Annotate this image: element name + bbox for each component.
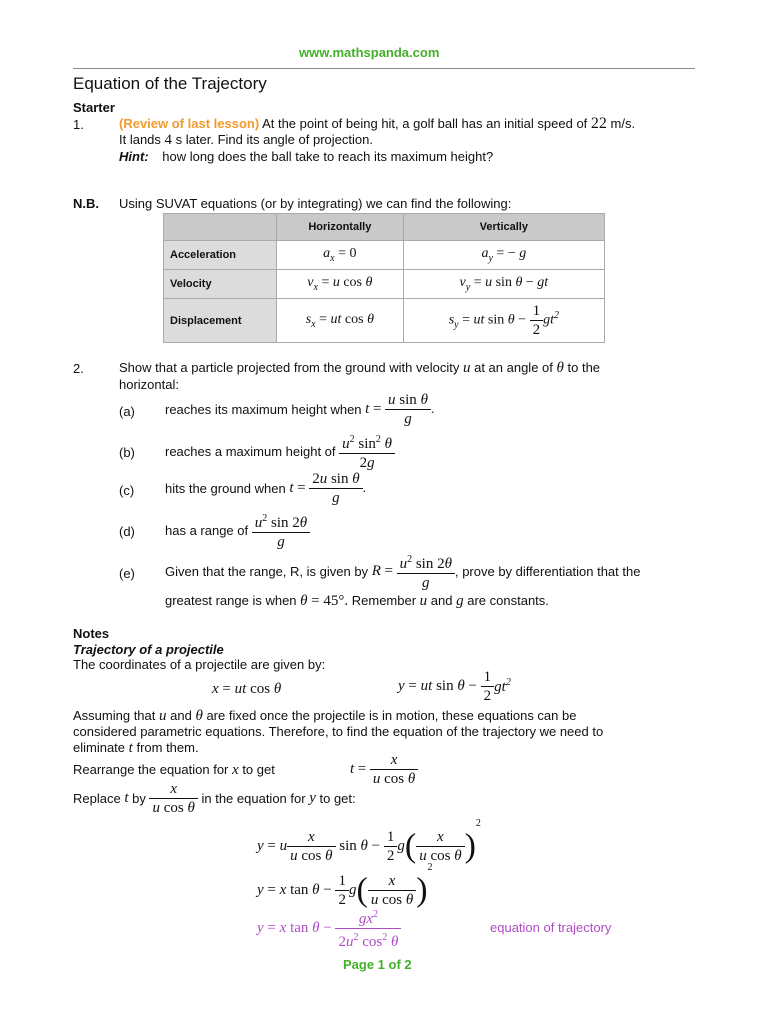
cell-vy: $v_y = u$ sin θ − gt <box>403 270 604 299</box>
part-a-text: reaches its maximum height when t = $\frac{\text{u sin θ}}{g}$ . <box>165 392 435 427</box>
q2-intro-text-c: to the <box>567 360 601 375</box>
part-c-text: hits the ground when t = $\frac{\text{2u sin θ}}{g}$ . <box>165 471 367 506</box>
q2-intro-line2: horizontal: <box>119 377 179 392</box>
rearrange-line: Rearrange the equation for x to get <box>73 762 275 778</box>
part-c-formula: $\frac{\text{2u sin θ}}{g}$ <box>309 470 362 507</box>
page-title: Equation of the Trajectory <box>73 74 267 93</box>
derivation-step2: y = x tan θ − $\frac{1}{2}$ g( $\frac{x}{\text{u cos θ}}$ )$^2$ <box>257 862 433 909</box>
notes-coords: The coordinates of a projectile are given by: <box>73 657 326 672</box>
table-header-horizontal: Horizontally <box>277 214 404 241</box>
part-a-formula: $\frac{\text{u sin θ}}{g}$ <box>385 391 431 428</box>
eq-t-rearranged: t = $\frac{x}{\text{u cos θ}}$ <box>350 751 418 788</box>
hint-label: Hint: <box>119 149 149 164</box>
part-e-line2c: and <box>430 593 453 608</box>
cell-vx: $v_x = u$ cos θ <box>277 270 404 299</box>
part-a-body: reaches its maximum height when <box>165 402 362 417</box>
part-d-body: has a range of <box>165 523 249 538</box>
suvat-table <box>163 213 605 343</box>
part-e-body: Given that the range, R, is given by <box>165 564 369 579</box>
notes-para1: Assuming that u and θ are fixed once the projectile is in motion, these equations can be <box>73 708 577 724</box>
part-d-label: (d) <box>119 524 135 539</box>
q1-text: At the point of being hit, a golf ball has an initial speed of <box>262 116 588 131</box>
page-number: Page 1 of 2 <box>343 957 412 972</box>
q1-line2 <box>119 132 373 149</box>
site-link[interactable]: www.mathspanda.com <box>299 45 440 60</box>
part-e-line2: greatest range is when θ = 45°. Remember u and g are constants. <box>165 593 549 609</box>
part-a-label: (a) <box>119 404 135 419</box>
part-c-label: (c) <box>119 483 135 498</box>
part-b-formula: $\frac{u^2 \sin^2 \theta}{2g}$ <box>339 431 395 472</box>
cell-sy: $s_y$ = ut sin θ − $\frac{1}{2}$ $gt^2$ <box>403 299 604 343</box>
q1-unit: m/s. <box>610 116 636 131</box>
part-b-text <box>165 431 395 472</box>
part-e-formula: $\frac{u^2 \sin 2\theta}{g}$ <box>397 551 455 592</box>
trajectory-label: equation of trajectory <box>490 920 612 935</box>
part-e-line1: Given that the range, R, is given by R = $\frac{u^2 \sin 2\theta}{g}$ , prove by differentiation that the <box>165 551 640 592</box>
eq-x-param: x = ut cos θ <box>212 681 282 697</box>
cell-sx: $s_x$ = ut cos θ <box>277 299 404 343</box>
notes-para3: eliminate t from them. <box>73 740 199 756</box>
derivation-step1: y = u $\frac{x}{\text{u cos θ}}$ sin θ − $\frac{1}{2}$ g( $\frac{x}{\text{u cos θ}}$ )$^2$ <box>257 818 481 865</box>
notes-subheading: Trajectory of a projectile <box>73 642 224 657</box>
q1-line1 <box>119 115 635 133</box>
derivation-step3-trajectory: y = x tan θ − $\frac{gx^2}{2u^2 \cos^2 \theta}$ <box>257 906 401 951</box>
row-label-displacement: Displacement <box>164 299 277 343</box>
part-b-label: (b) <box>119 445 135 460</box>
header-divider <box>73 68 695 69</box>
row-label-acceleration: Acceleration <box>164 241 277 270</box>
part-e-label: (e) <box>119 566 135 581</box>
part-d-formula: $\frac{u^2 \sin 2\theta}{g}$ <box>252 510 310 551</box>
starter-heading: Starter <box>73 100 115 115</box>
cell-ay: $a_y$ = − g <box>403 241 604 270</box>
q1-hint <box>119 149 493 164</box>
q2-intro-text-b: at an angle of <box>474 360 553 375</box>
q2-intro-text: Show that a particle projected from the ground with velocity <box>119 360 460 375</box>
notes-heading: Notes <box>73 626 110 641</box>
part-d-text <box>165 510 310 551</box>
replace-line: Replace t by $\frac{x}{\text{u cos θ}}$ in the equation for y to get: <box>73 781 356 816</box>
eq-y-param: y = ut sin θ − $\frac{1}{2}$ $gt^2$ <box>398 669 511 704</box>
review-tag: (Review of last lesson) <box>119 116 260 131</box>
table-header-vertical: Vertically <box>403 214 604 241</box>
part-b-body: reaches a maximum height of <box>165 444 336 459</box>
nb-text: Using SUVAT equations (or by integrating) we can find the following: <box>119 196 512 211</box>
q1-speed: 22 <box>590 115 607 132</box>
part-e-line2b: Remember <box>351 593 417 608</box>
q2-number: 2. <box>73 361 84 376</box>
part-c-body: hits the ground when <box>165 481 286 496</box>
q2-intro-line1: Show that a particle projected from the ground with velocity u at an angle of θ to the <box>119 360 601 376</box>
part-e-line2a: greatest range is when <box>165 593 297 608</box>
q1-time: 4 <box>164 132 173 148</box>
part-e-line2d: are constants. <box>467 593 549 608</box>
nb-label: N.B. <box>73 196 99 211</box>
row-label-velocity: Velocity <box>164 270 277 299</box>
notes-para2: considered parametric equations. Therefore, to find the equation of the trajectory we need to <box>73 724 604 739</box>
q1-text2c: s later. Find its angle of projection. <box>175 132 373 147</box>
table-header-blank <box>164 214 277 241</box>
q1-text2a: It lands <box>119 132 161 147</box>
part-e-body-b: , prove by differentiation that the <box>454 564 641 579</box>
hint-text: how long does the ball take to reach its maximum height? <box>162 149 494 164</box>
q1-number: 1. <box>73 117 84 132</box>
cell-ax: $a_x = 0$ <box>277 241 404 270</box>
